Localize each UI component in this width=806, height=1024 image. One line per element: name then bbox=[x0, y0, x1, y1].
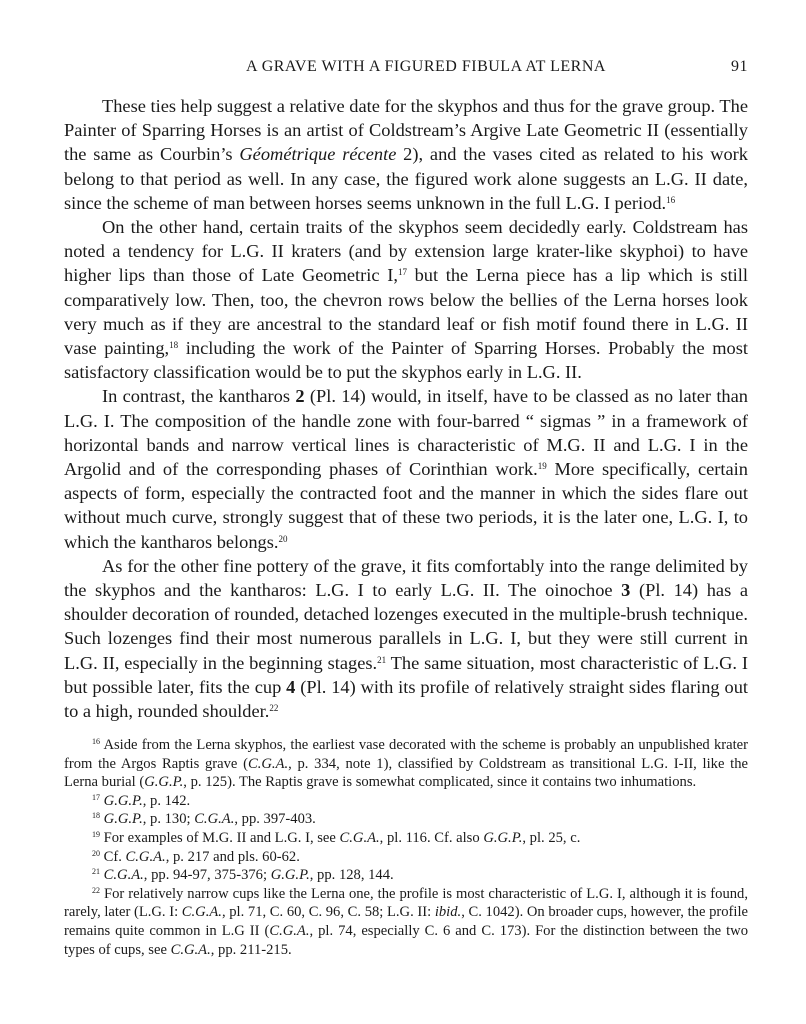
footnote-ref-21[interactable]: 21 bbox=[377, 654, 387, 665]
footnote-16: $^{16}$ Aside from the Lerna skyphos, the earliest vase decorated with the scheme is probably an unpublished krater from the Argos Raptis grave (C.G.A., p. 334, note 1), classified by Coldstream as transitional L.G. I-II, like the Lerna burial (G.G.P., p. 125). The Raptis grave is somewhat complicated, since it contains two inhumations. bbox=[64, 737, 748, 791]
footnotes bbox=[64, 736, 748, 959]
paragraph-3: In contrast, the kantharos 2 (Pl. 14) would, in itself, have to be classed as no later than L.G. I. The composition of the handle zone with four-barred “ sigmas ” in a framework of horizontal bands and narrow vertical lines is characteristic of M.G. II and L.G. I in the Argolid and of the corresponding phases of Corinthian work.$^{19}$ More specifically, certain aspects of form, especially the contracted foot and the manner in which the sides flare out without much curve, strongly suggest that of these two periods, it is the later one, L.G. I, to which the kantharos belongs.$^{20}$ bbox=[64, 386, 748, 552]
footnote-ref-17[interactable]: 17 bbox=[397, 267, 407, 278]
footnote-ref-19[interactable]: 19 bbox=[537, 461, 547, 472]
footnote-20: $^{20}$ Cf. C.G.A., p. 217 and pls. 60-62. bbox=[92, 848, 300, 865]
footnote-ref-18[interactable]: 18 bbox=[169, 340, 179, 351]
footnote-17: $^{17}$ G.G.P., p. 142. bbox=[92, 792, 191, 809]
paragraph-2: On the other hand, certain traits of the skyphos seem decidedly early. Coldstream has noted a tendency for L.G. II kraters (and by extension large krater-like skyphoi) to have higher lips than those of Late Geometric I,$^{17}$ but the Lerna piece has a lip which is still comparatively low. Then, too, the chevron rows below the bellies of the Lerna horses look very much as if they are ancestral to the standard leaf or fish motif found there in L.G. II vase painting,$^{18}$ including the work of the Painter of Sparring Horses. Probably the most satisfactory classification would be to put the skyphos early in L.G. II. bbox=[64, 217, 749, 383]
paragraph-4: As for the other fine pottery of the grave, it fits comfortably into the range delimited by the skyphos and the kantharos: L.G. I to early L.G. II. The oinochoe 3 (Pl. 14) has a shoulder decoration of rounded, detached lozenges executed in the multiple-brush technique. Such lozenges find their most numerous parallels in L.G. I, but they were still current in L.G. II, especially in the beginning stages.$^{21}$ The same situation, most characteristic of L.G. I but possible later, fits the cup 4 (Pl. 14) with its profile of relatively straight sides flaring out to a high, rounded shoulder.$^{22}$ bbox=[64, 555, 749, 722]
running-title: A GRAVE WITH A FIGURED FIBULA AT LERNA bbox=[246, 58, 606, 75]
footnote-21: $^{21}$ C.G.A., pp. 94-97, 375-376; G.G.P., pp. 128, 144. bbox=[92, 867, 394, 884]
footnote-ref-16[interactable]: 16 bbox=[666, 194, 676, 205]
paragraph-1: These ties help suggest a relative date for the skyphos and thus for the grave group. The Painter of Sparring Horses is an artist of Coldstream’s Argive Late Geometric II (essentially the same as Courbin’s Géométrique récente 2), and the vases cited as related to his work belong to that period as well. In any case, the figured work alone suggests an L.G. II date, since the scheme of man between horses seems unknown in the full L.G. I period.$^{16}$ bbox=[64, 96, 748, 213]
page-number: 91 bbox=[731, 58, 748, 75]
footnote-22: $^{22}$ For relatively narrow cups like the Lerna one, the profile is most characteristic of L.G. I, although it is found, rarely, later (L.G. I: C.G.A., pl. 71, C. 60, C. 96, C. 58; L.G. II: ibid., C. 1042). On broader cups, however, the profile remains quite common in L.G II (C.G.A., pl. 74, especially C. 6 and C. 173). For the distinction between the two types of cups, see C.G.A., pp. 211-215. bbox=[64, 885, 749, 958]
footnote-18: $^{18}$ G.G.P., p. 130; C.G.A., pp. 397-403. bbox=[92, 811, 316, 828]
main-text bbox=[64, 94, 748, 723]
running-header bbox=[64, 58, 748, 76]
footnote-19: $^{19}$ For examples of M.G. II and L.G. I, see C.G.A., pl. 116. Cf. also G.G.P., pl. 25, c. bbox=[92, 829, 581, 846]
footnote-ref-20[interactable]: 20 bbox=[278, 533, 288, 544]
footnote-ref-22[interactable]: 22 bbox=[269, 703, 279, 714]
